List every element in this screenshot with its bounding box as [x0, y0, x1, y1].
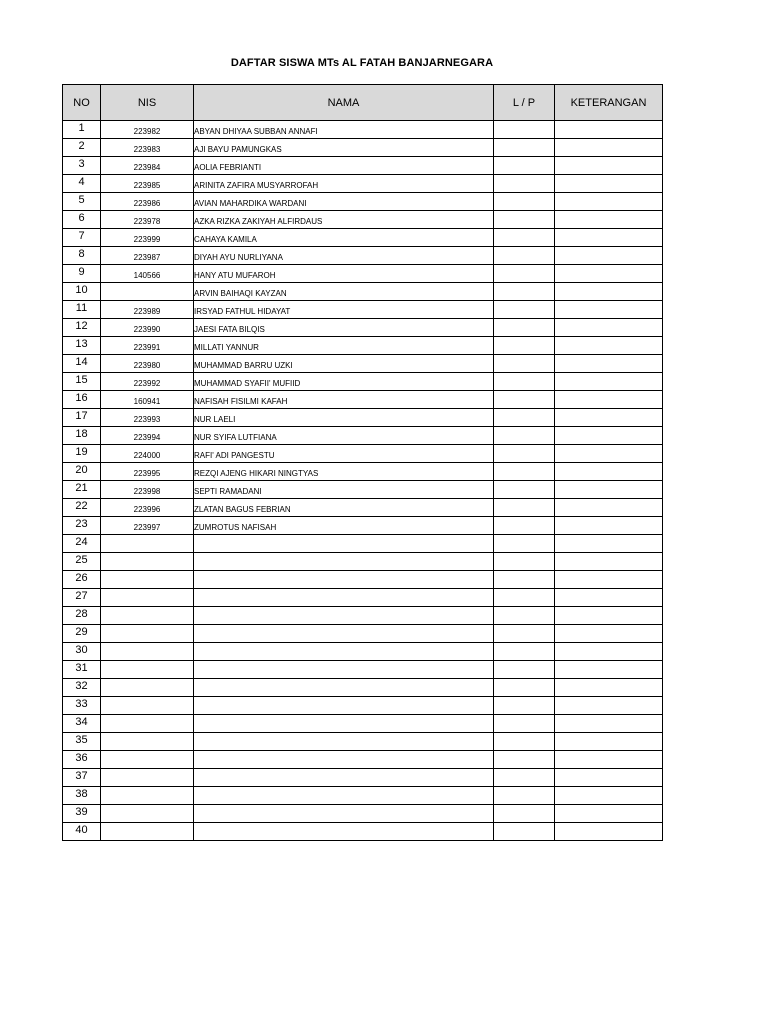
table-row — [63, 589, 663, 607]
name-cell — [194, 535, 494, 553]
remarks-cell — [555, 481, 663, 499]
remarks-cell — [555, 247, 663, 265]
table-row — [63, 661, 663, 679]
table-row — [63, 697, 663, 715]
remarks-cell — [555, 661, 663, 679]
nis-cell — [101, 679, 194, 697]
student-roster-table — [62, 84, 663, 841]
row-number: 18 — [63, 427, 101, 445]
row-number: 23 — [63, 517, 101, 535]
nis-cell: 223995 — [101, 463, 194, 481]
name-cell: AOLIA FEBRIANTI — [194, 157, 494, 175]
row-number: 20 — [63, 463, 101, 481]
gender-cell — [494, 157, 555, 175]
name-cell: ZUMROTUS NAFISAH — [194, 517, 494, 535]
nis-cell — [101, 823, 194, 841]
name-cell — [194, 589, 494, 607]
gender-cell — [494, 481, 555, 499]
table-row — [63, 265, 663, 283]
table-row — [63, 787, 663, 805]
row-number: 1 — [63, 121, 101, 139]
name-cell: AZKA RIZKA ZAKIYAH ALFIRDAUS — [194, 211, 494, 229]
row-number: 14 — [63, 355, 101, 373]
name-cell — [194, 697, 494, 715]
row-number: 3 — [63, 157, 101, 175]
nis-cell: 223990 — [101, 319, 194, 337]
gender-cell — [494, 373, 555, 391]
remarks-cell — [555, 679, 663, 697]
gender-cell — [494, 139, 555, 157]
table-row — [63, 625, 663, 643]
name-cell — [194, 787, 494, 805]
column-header-keterangan: KETERANGAN — [555, 85, 663, 121]
table-row — [63, 301, 663, 319]
name-cell: JAESI FATA BILQIS — [194, 319, 494, 337]
row-number: 15 — [63, 373, 101, 391]
remarks-cell — [555, 265, 663, 283]
nis-cell — [101, 589, 194, 607]
table-row — [63, 409, 663, 427]
table-row — [63, 715, 663, 733]
row-number: 32 — [63, 679, 101, 697]
remarks-cell — [555, 193, 663, 211]
remarks-cell — [555, 607, 663, 625]
gender-cell — [494, 805, 555, 823]
table-row — [63, 553, 663, 571]
table-row — [63, 445, 663, 463]
gender-cell — [494, 733, 555, 751]
name-cell — [194, 607, 494, 625]
nis-cell — [101, 607, 194, 625]
nis-cell: 223982 — [101, 121, 194, 139]
row-number: 35 — [63, 733, 101, 751]
name-cell: MUHAMMAD SYAFII' MUFIID — [194, 373, 494, 391]
remarks-cell — [555, 625, 663, 643]
table-row — [63, 319, 663, 337]
name-cell — [194, 733, 494, 751]
name-cell — [194, 643, 494, 661]
table-body — [63, 121, 663, 841]
nis-cell — [101, 805, 194, 823]
remarks-cell — [555, 751, 663, 769]
table-row — [63, 373, 663, 391]
remarks-cell — [555, 769, 663, 787]
nis-cell — [101, 571, 194, 589]
gender-cell — [494, 607, 555, 625]
gender-cell — [494, 355, 555, 373]
gender-cell — [494, 409, 555, 427]
name-cell — [194, 625, 494, 643]
remarks-cell — [555, 427, 663, 445]
table-row — [63, 247, 663, 265]
row-number: 25 — [63, 553, 101, 571]
name-cell: REZQI AJENG HIKARI NINGTYAS — [194, 463, 494, 481]
remarks-cell — [555, 373, 663, 391]
table-row — [63, 139, 663, 157]
nis-cell: 223987 — [101, 247, 194, 265]
table-row — [63, 175, 663, 193]
remarks-cell — [555, 733, 663, 751]
remarks-cell — [555, 571, 663, 589]
remarks-cell — [555, 535, 663, 553]
nis-cell: 223984 — [101, 157, 194, 175]
gender-cell — [494, 625, 555, 643]
row-number: 17 — [63, 409, 101, 427]
table-row — [63, 229, 663, 247]
gender-cell — [494, 229, 555, 247]
row-number: 39 — [63, 805, 101, 823]
row-number: 33 — [63, 697, 101, 715]
remarks-cell — [555, 391, 663, 409]
nis-cell — [101, 661, 194, 679]
gender-cell — [494, 247, 555, 265]
name-cell: CAHAYA KAMILA — [194, 229, 494, 247]
nis-cell: 223989 — [101, 301, 194, 319]
gender-cell — [494, 175, 555, 193]
remarks-cell — [555, 553, 663, 571]
gender-cell — [494, 211, 555, 229]
remarks-cell — [555, 355, 663, 373]
name-cell — [194, 751, 494, 769]
row-number: 19 — [63, 445, 101, 463]
name-cell — [194, 679, 494, 697]
nis-cell — [101, 769, 194, 787]
remarks-cell — [555, 283, 663, 301]
row-number: 34 — [63, 715, 101, 733]
nis-cell — [101, 751, 194, 769]
row-number: 4 — [63, 175, 101, 193]
row-number: 40 — [63, 823, 101, 841]
name-cell — [194, 805, 494, 823]
nis-cell: 223998 — [101, 481, 194, 499]
gender-cell — [494, 121, 555, 139]
row-number: 16 — [63, 391, 101, 409]
row-number: 7 — [63, 229, 101, 247]
remarks-cell — [555, 229, 663, 247]
nis-cell: 223999 — [101, 229, 194, 247]
name-cell: ARVIN BAIHAQI KAYZAN — [194, 283, 494, 301]
nis-cell: 223985 — [101, 175, 194, 193]
nis-cell: 223980 — [101, 355, 194, 373]
table-row — [63, 751, 663, 769]
row-number: 13 — [63, 337, 101, 355]
nis-cell — [101, 715, 194, 733]
nis-cell — [101, 553, 194, 571]
name-cell — [194, 571, 494, 589]
name-cell — [194, 661, 494, 679]
gender-cell — [494, 193, 555, 211]
name-cell: IRSYAD FATHUL HIDAYAT — [194, 301, 494, 319]
gender-cell — [494, 445, 555, 463]
table-row — [63, 535, 663, 553]
nis-cell: 223983 — [101, 139, 194, 157]
row-number: 24 — [63, 535, 101, 553]
name-cell: HANY ATU MUFAROH — [194, 265, 494, 283]
remarks-cell — [555, 499, 663, 517]
remarks-cell — [555, 301, 663, 319]
name-cell: ARINITA ZAFIRA MUSYARROFAH — [194, 175, 494, 193]
gender-cell — [494, 319, 555, 337]
name-cell: RAFI' ADI PANGESTU — [194, 445, 494, 463]
table-header — [63, 85, 663, 121]
name-cell: MILLATI YANNUR — [194, 337, 494, 355]
row-number: 12 — [63, 319, 101, 337]
nis-cell: 140566 — [101, 265, 194, 283]
table-row — [63, 733, 663, 751]
name-cell: DIYAH AYU NURLIYANA — [194, 247, 494, 265]
gender-cell — [494, 499, 555, 517]
table-row — [63, 193, 663, 211]
table-row — [63, 805, 663, 823]
row-number: 37 — [63, 769, 101, 787]
column-header-nis: NIS — [101, 85, 194, 121]
table-row — [63, 463, 663, 481]
table-row — [63, 391, 663, 409]
name-cell: MUHAMMAD BARRU UZKI — [194, 355, 494, 373]
row-number: 6 — [63, 211, 101, 229]
remarks-cell — [555, 715, 663, 733]
gender-cell — [494, 265, 555, 283]
gender-cell — [494, 391, 555, 409]
gender-cell — [494, 787, 555, 805]
name-cell — [194, 553, 494, 571]
remarks-cell — [555, 409, 663, 427]
gender-cell — [494, 679, 555, 697]
row-number: 22 — [63, 499, 101, 517]
table-row — [63, 481, 663, 499]
gender-cell — [494, 823, 555, 841]
name-cell: ZLATAN BAGUS FEBRIAN — [194, 499, 494, 517]
name-cell: AVIAN MAHARDIKA WARDANI — [194, 193, 494, 211]
row-number: 28 — [63, 607, 101, 625]
nis-cell: 223996 — [101, 499, 194, 517]
name-cell: NAFISAH FISILMI KAFAH — [194, 391, 494, 409]
row-number: 8 — [63, 247, 101, 265]
remarks-cell — [555, 823, 663, 841]
remarks-cell — [555, 445, 663, 463]
table-row — [63, 823, 663, 841]
nis-cell: 223986 — [101, 193, 194, 211]
row-number: 11 — [63, 301, 101, 319]
gender-cell — [494, 589, 555, 607]
remarks-cell — [555, 805, 663, 823]
gender-cell — [494, 553, 555, 571]
gender-cell — [494, 751, 555, 769]
nis-cell: 223992 — [101, 373, 194, 391]
table-row — [63, 517, 663, 535]
name-cell: NUR SYIFA LUTFIANA — [194, 427, 494, 445]
nis-cell: 223994 — [101, 427, 194, 445]
table-row — [63, 337, 663, 355]
gender-cell — [494, 697, 555, 715]
row-number: 10 — [63, 283, 101, 301]
nis-cell: 224000 — [101, 445, 194, 463]
table-row — [63, 607, 663, 625]
column-header-nama: NAMA — [194, 85, 494, 121]
table-row — [63, 427, 663, 445]
gender-cell — [494, 571, 555, 589]
name-cell — [194, 769, 494, 787]
row-number: 31 — [63, 661, 101, 679]
table-row — [63, 499, 663, 517]
row-number: 36 — [63, 751, 101, 769]
remarks-cell — [555, 463, 663, 481]
table-row — [63, 283, 663, 301]
nis-cell — [101, 697, 194, 715]
remarks-cell — [555, 211, 663, 229]
row-number: 9 — [63, 265, 101, 283]
gender-cell — [494, 463, 555, 481]
remarks-cell — [555, 643, 663, 661]
document-title: DAFTAR SISWA MTs AL FATAH BANJARNEGARA — [230, 57, 494, 69]
name-cell: AJI BAYU PAMUNGKAS — [194, 139, 494, 157]
nis-cell — [101, 625, 194, 643]
row-number: 29 — [63, 625, 101, 643]
gender-cell — [494, 535, 555, 553]
row-number: 26 — [63, 571, 101, 589]
remarks-cell — [555, 319, 663, 337]
gender-cell — [494, 283, 555, 301]
remarks-cell — [555, 139, 663, 157]
gender-cell — [494, 427, 555, 445]
row-number: 38 — [63, 787, 101, 805]
name-cell — [194, 823, 494, 841]
nis-cell — [101, 733, 194, 751]
nis-cell: 223978 — [101, 211, 194, 229]
name-cell: SEPTI RAMADANI — [194, 481, 494, 499]
table-row — [63, 571, 663, 589]
gender-cell — [494, 643, 555, 661]
gender-cell — [494, 715, 555, 733]
remarks-cell — [555, 697, 663, 715]
column-header-no: NO — [63, 85, 101, 121]
row-number: 27 — [63, 589, 101, 607]
remarks-cell — [555, 589, 663, 607]
name-cell: ABYAN DHIYAA SUBBAN ANNAFI — [194, 121, 494, 139]
header-row — [63, 85, 663, 121]
nis-cell — [101, 787, 194, 805]
nis-cell: 223991 — [101, 337, 194, 355]
table-row — [63, 643, 663, 661]
remarks-cell — [555, 157, 663, 175]
nis-cell — [101, 283, 194, 301]
gender-cell — [494, 337, 555, 355]
remarks-cell — [555, 121, 663, 139]
nis-cell — [101, 535, 194, 553]
remarks-cell — [555, 175, 663, 193]
nis-cell: 160941 — [101, 391, 194, 409]
table-row — [63, 679, 663, 697]
table-row — [63, 157, 663, 175]
nis-cell: 223993 — [101, 409, 194, 427]
table-row — [63, 121, 663, 139]
row-number: 5 — [63, 193, 101, 211]
table-row — [63, 355, 663, 373]
name-cell: NUR LAELI — [194, 409, 494, 427]
nis-cell — [101, 643, 194, 661]
table-row — [63, 769, 663, 787]
row-number: 21 — [63, 481, 101, 499]
row-number: 2 — [63, 139, 101, 157]
gender-cell — [494, 517, 555, 535]
gender-cell — [494, 661, 555, 679]
remarks-cell — [555, 517, 663, 535]
gender-cell — [494, 769, 555, 787]
remarks-cell — [555, 787, 663, 805]
row-number: 30 — [63, 643, 101, 661]
name-cell — [194, 715, 494, 733]
remarks-cell — [555, 337, 663, 355]
nis-cell: 223997 — [101, 517, 194, 535]
gender-cell — [494, 301, 555, 319]
table-row — [63, 211, 663, 229]
column-header-lp: L / P — [494, 85, 555, 121]
